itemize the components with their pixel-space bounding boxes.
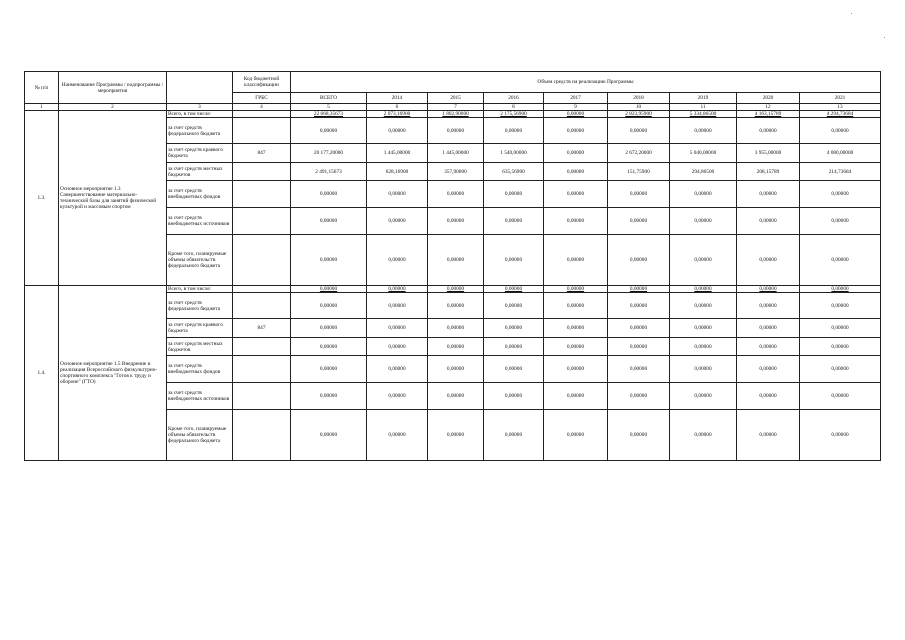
header-year: 2020 — [737, 93, 800, 104]
amount-year: 0,00000 — [367, 356, 428, 383]
amount-year: 0,00000 — [484, 181, 544, 208]
amount-year: 0,00000 — [367, 286, 428, 293]
amount-year: 1 540,00000 — [484, 144, 544, 163]
amount-year: 5 334,86500 — [670, 111, 737, 118]
amount-total: 0,00000 — [291, 181, 367, 208]
amount-year: 0,00000 — [800, 319, 881, 338]
amount-total: 0,00000 — [291, 383, 367, 410]
amount-year: 0,00000 — [428, 338, 484, 356]
header-year: 2015 — [428, 93, 484, 104]
funding-source: за счет средств местных бюджетов — [167, 163, 233, 181]
amount-total: 0,00000 — [291, 410, 367, 461]
amount-year: 0,00000 — [608, 181, 670, 208]
amount-year: 0,00000 — [367, 319, 428, 338]
amount-year: 0,00000 — [737, 286, 800, 293]
amount-year: 0,00000 — [428, 208, 484, 235]
amount-year: 0,00000 — [544, 181, 608, 208]
table-row — [25, 111, 881, 118]
amount-year: 628,16900 — [367, 163, 428, 181]
amount-year: 4 080,00000 — [800, 144, 881, 163]
amount-year: 0,00000 — [800, 235, 881, 286]
grbs-code — [233, 181, 291, 208]
column-number: 13 — [800, 104, 881, 111]
budget-sheet — [24, 71, 881, 461]
grbs-code: 847 — [233, 144, 291, 163]
grbs-code — [233, 163, 291, 181]
amount-year: 1 445,00000 — [367, 144, 428, 163]
header-year: 2021 — [800, 93, 881, 104]
amount-total: 0,00000 — [291, 293, 367, 319]
amount-year: 0,00000 — [544, 286, 608, 293]
amount-total: 0,00000 — [291, 319, 367, 338]
amount-year: 0,00000 — [737, 356, 800, 383]
amount-year: 0,00000 — [544, 163, 608, 181]
item-number: 1.3. — [25, 111, 59, 286]
funding-source: Кроме того, планируемые объемы обязательств федерального бюджета — [167, 235, 233, 286]
amount-year: 0,00000 — [484, 286, 544, 293]
amount-total: 22 668,35673 — [291, 111, 367, 118]
amount-year: 0,00000 — [544, 111, 608, 118]
amount-year: 3 955,00000 — [737, 144, 800, 163]
grbs-code — [233, 235, 291, 286]
amount-year: 0,00000 — [800, 356, 881, 383]
amount-year: 0,00000 — [367, 410, 428, 461]
header-row-top — [25, 72, 881, 93]
amount-total: 0,00000 — [291, 235, 367, 286]
amount-year: 0,00000 — [608, 293, 670, 319]
amount-year: 0,00000 — [367, 208, 428, 235]
amount-year: 0,00000 — [670, 319, 737, 338]
header-year: 2018 — [608, 93, 670, 104]
amount-year: 0,00000 — [428, 356, 484, 383]
amount-total: 0,00000 — [291, 208, 367, 235]
amount-year: 0,00000 — [484, 293, 544, 319]
amount-year: 0,00000 — [544, 118, 608, 144]
amount-year: 0,00000 — [737, 181, 800, 208]
amount-year: 0,00000 — [670, 235, 737, 286]
amount-year: 0,00000 — [800, 293, 881, 319]
amount-year: 0,00000 — [367, 293, 428, 319]
budget-table — [24, 71, 881, 461]
amount-year: 0,00000 — [800, 383, 881, 410]
table-row — [25, 286, 881, 293]
amount-year: 0,00000 — [670, 286, 737, 293]
grbs-code — [233, 293, 291, 319]
column-number: 3 — [167, 104, 233, 111]
amount-year: 0,00000 — [800, 181, 881, 208]
grbs-code — [233, 111, 291, 118]
grbs-code — [233, 410, 291, 461]
amount-year: 0,00000 — [544, 356, 608, 383]
column-number: 9 — [544, 104, 608, 111]
amount-year: 0,00000 — [544, 144, 608, 163]
funding-source: за счет средств краевого бюджета — [167, 319, 233, 338]
column-number-row — [25, 104, 881, 111]
funding-source: за счет средств внебюджетных фондов — [167, 181, 233, 208]
amount-year: 0,00000 — [800, 208, 881, 235]
amount-year: 0,00000 — [544, 383, 608, 410]
grbs-code — [233, 338, 291, 356]
grbs-code: 847 — [233, 319, 291, 338]
grbs-code — [233, 286, 291, 293]
funding-source: за счет средств местных бюджетов — [167, 338, 233, 356]
amount-year: 0,00000 — [484, 410, 544, 461]
funding-source: за счет средств внебюджетных источников — [167, 383, 233, 410]
amount-year: 1 802,90000 — [428, 111, 484, 118]
amount-year: 0,00000 — [544, 293, 608, 319]
column-number: 2 — [59, 104, 167, 111]
item-name: Основное мероприятие 1.5 Внедрение и реализация Всероссийского физкультурно-спортивного комплекса "Готов к труду и обороне" (ГТО) — [59, 286, 167, 461]
amount-year: 1 445,00000 — [428, 144, 484, 163]
amount-year: 2 175,56900 — [484, 111, 544, 118]
amount-year: 0,00000 — [670, 410, 737, 461]
header-grbs: ГРБС — [233, 93, 291, 104]
column-number: 1 — [25, 104, 59, 111]
amount-year: 0,00000 — [367, 118, 428, 144]
column-number: 10 — [608, 104, 670, 111]
amount-total: 0,00000 — [291, 338, 367, 356]
amount-year: 0,00000 — [737, 319, 800, 338]
amount-year: 0,00000 — [800, 338, 881, 356]
amount-year: 0,00000 — [670, 356, 737, 383]
amount-year: 0,00000 — [484, 383, 544, 410]
amount-year: 208,15789 — [737, 163, 800, 181]
amount-year: 357,90000 — [428, 163, 484, 181]
amount-year: 0,00000 — [737, 118, 800, 144]
amount-year: 0,00000 — [428, 319, 484, 338]
header-year: 2016 — [484, 93, 544, 104]
funding-source: Всего, в том числе: — [167, 111, 233, 118]
amount-year: 0,00000 — [484, 235, 544, 286]
amount-year: 0,00000 — [670, 338, 737, 356]
amount-year: 0,00000 — [428, 383, 484, 410]
amount-year: 0,00000 — [544, 410, 608, 461]
amount-year: 0,00000 — [737, 383, 800, 410]
amount-year: 0,00000 — [484, 208, 544, 235]
amount-year: 0,00000 — [670, 208, 737, 235]
header-amount: Объем средств на реализацию Программы — [291, 72, 881, 93]
column-number: 12 — [737, 104, 800, 111]
amount-year: 0,00000 — [670, 383, 737, 410]
amount-year: 0,00000 — [428, 235, 484, 286]
amount-year: 0,00000 — [608, 235, 670, 286]
amount-year: 0,00000 — [428, 181, 484, 208]
header-year: 2017 — [544, 93, 608, 104]
header-year: 2014 — [367, 93, 428, 104]
funding-source: за счет средств внебюджетных фондов — [167, 356, 233, 383]
amount-year: 0,00000 — [367, 338, 428, 356]
amount-year: 0,00000 — [800, 286, 881, 293]
amount-year: 0,00000 — [737, 338, 800, 356]
header-blank — [167, 72, 233, 104]
amount-year: 0,00000 — [367, 235, 428, 286]
item-name: Основное мероприятие 1.3 Совершенствование материально-технической базы для занятий физической культурой и массовым спортом — [59, 111, 167, 286]
column-number: 6 — [367, 104, 428, 111]
amount-year: 0,00000 — [428, 286, 484, 293]
amount-year: 0,00000 — [484, 338, 544, 356]
amount-year: 5 040,00000 — [670, 144, 737, 163]
amount-year: 0,00000 — [367, 181, 428, 208]
amount-year: 0,00000 — [608, 356, 670, 383]
amount-year: 2 823,95900 — [608, 111, 670, 118]
amount-year: 0,00000 — [670, 181, 737, 208]
amount-year: 0,00000 — [670, 293, 737, 319]
amount-year: 0,00000 — [608, 383, 670, 410]
amount-year: 0,00000 — [484, 319, 544, 338]
column-number: 8 — [484, 104, 544, 111]
amount-year: 0,00000 — [608, 410, 670, 461]
column-number: 7 — [428, 104, 484, 111]
amount-year: 0,00000 — [544, 208, 608, 235]
amount-year: 0,00000 — [737, 208, 800, 235]
column-number: 5 — [291, 104, 367, 111]
amount-total: 0,00000 — [291, 118, 367, 144]
amount-year: 0,00000 — [608, 338, 670, 356]
amount-year: 4 163,15789 — [737, 111, 800, 118]
amount-year: 0,00000 — [608, 286, 670, 293]
amount-year: 0,00000 — [544, 319, 608, 338]
funding-source: за счет средств федерального бюджета — [167, 118, 233, 144]
header-code: Код бюджетной классификации — [233, 72, 291, 93]
amount-year: 214,73684 — [800, 163, 881, 181]
amount-year: 0,00000 — [737, 235, 800, 286]
amount-year: 294,86500 — [670, 163, 737, 181]
amount-year: 0,00000 — [608, 319, 670, 338]
header-name: Наименование Программы / подпрограммы / мероприятия — [59, 72, 167, 104]
amount-year: 2 672,20000 — [608, 144, 670, 163]
funding-source: за счет средств внебюджетных источников — [167, 208, 233, 235]
item-number: 1.4. — [25, 286, 59, 461]
amount-year: 0,00000 — [737, 293, 800, 319]
amount-year: 0,00000 — [608, 208, 670, 235]
amount-year: 0,00000 — [428, 410, 484, 461]
amount-total: 20 177,20000 — [291, 144, 367, 163]
amount-total: 2 491,15673 — [291, 163, 367, 181]
amount-year: 0,00000 — [737, 410, 800, 461]
grbs-code — [233, 356, 291, 383]
grbs-code — [233, 383, 291, 410]
scan-speck — [884, 37, 885, 38]
amount-year: 0,00000 — [670, 118, 737, 144]
amount-year: 0,00000 — [608, 118, 670, 144]
scan-speck — [851, 13, 852, 14]
funding-source: Кроме того, планируемые объемы обязательств федерального бюджета — [167, 410, 233, 461]
amount-year: 0,00000 — [800, 410, 881, 461]
amount-year: 635,56900 — [484, 163, 544, 181]
amount-total: 0,00000 — [291, 286, 367, 293]
amount-year: 0,00000 — [544, 338, 608, 356]
amount-year: 0,00000 — [800, 118, 881, 144]
amount-year: 0,00000 — [484, 118, 544, 144]
column-number: 11 — [670, 104, 737, 111]
header-year: 2019 — [670, 93, 737, 104]
amount-year: 0,00000 — [428, 118, 484, 144]
amount-year: 0,00000 — [544, 235, 608, 286]
table-body — [25, 72, 881, 461]
header-total: ВСЕГО — [291, 93, 367, 104]
funding-source: Всего, в том числе: — [167, 286, 233, 293]
amount-year: 2 073,16900 — [367, 111, 428, 118]
grbs-code — [233, 208, 291, 235]
amount-year: 4 294,73684 — [800, 111, 881, 118]
funding-source: за счет средств краевого бюджета — [167, 144, 233, 163]
amount-year: 0,00000 — [428, 293, 484, 319]
column-number: 4 — [233, 104, 291, 111]
amount-year: 0,00000 — [367, 383, 428, 410]
funding-source: за счет средств федерального бюджета — [167, 293, 233, 319]
amount-total: 0,00000 — [291, 356, 367, 383]
amount-year: 0,00000 — [484, 356, 544, 383]
grbs-code — [233, 118, 291, 144]
amount-year: 151,75900 — [608, 163, 670, 181]
header-no: № п/п — [25, 72, 59, 104]
